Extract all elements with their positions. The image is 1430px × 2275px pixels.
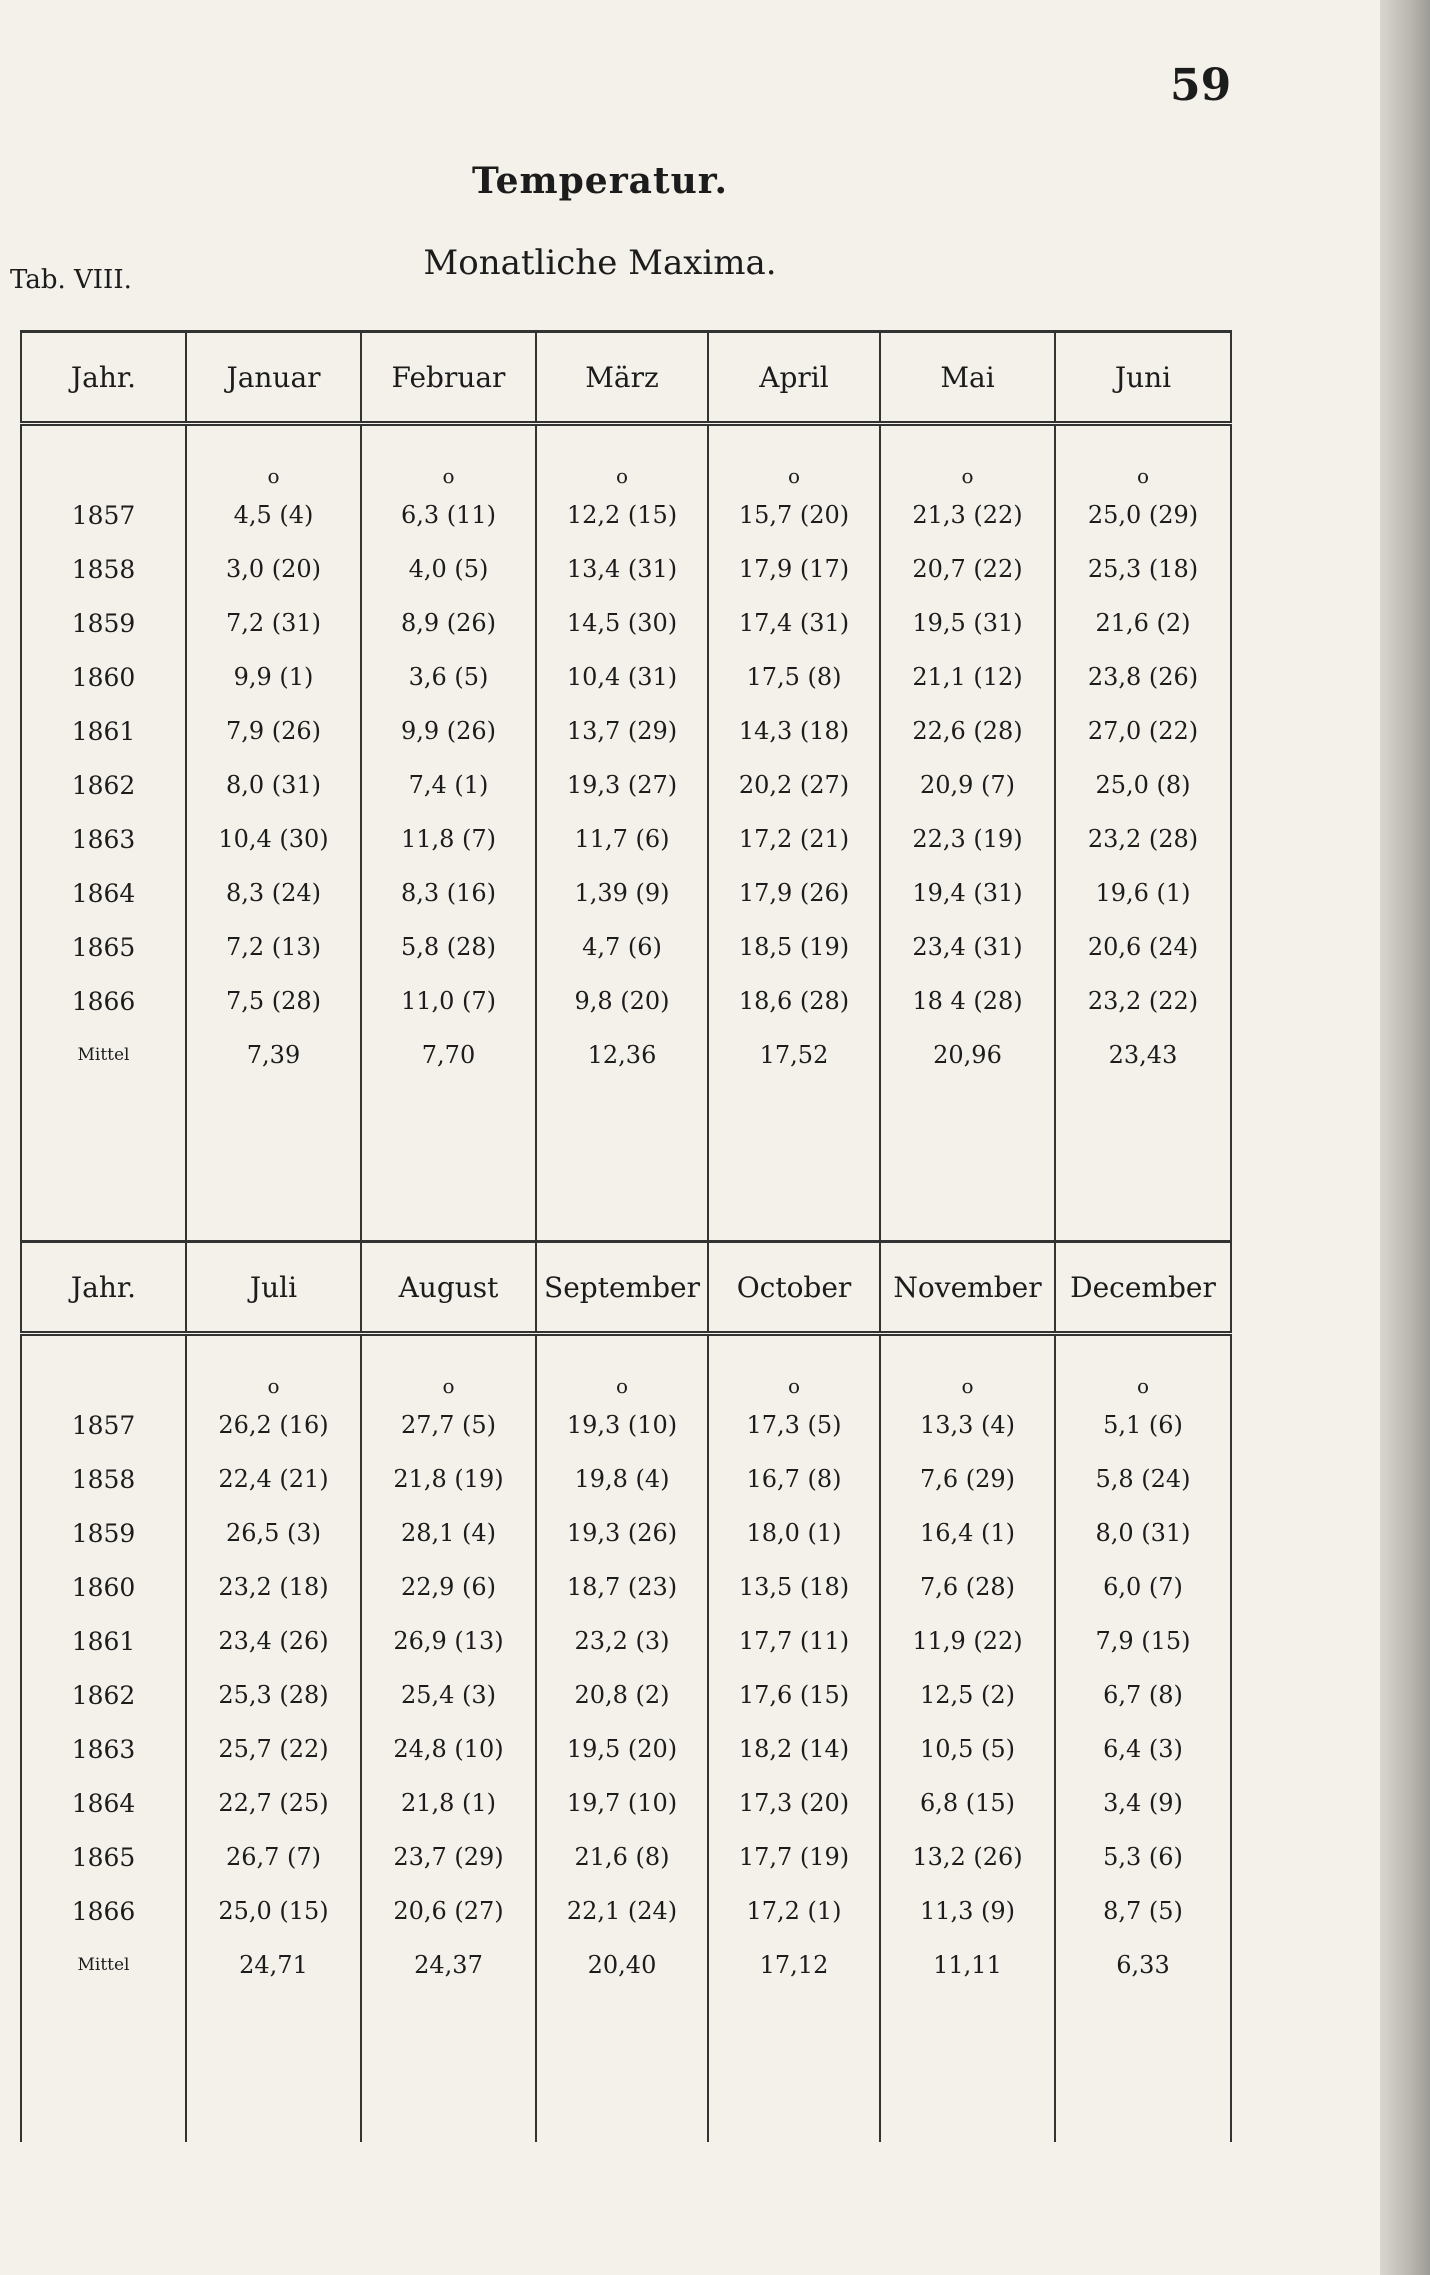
degree-symbol-row [21, 1334, 1231, 1399]
value-cell: 13,2 (26) [880, 1830, 1055, 1884]
value-cell: 25,3 (28) [186, 1668, 361, 1722]
value-cell: 16,7 (8) [708, 1452, 880, 1506]
value-cell: 17,9 (26) [708, 866, 880, 920]
value-cell: 16,4 (1) [880, 1506, 1055, 1560]
mean-cell: 20,96 [880, 1028, 1055, 1082]
value-cell: 10,5 (5) [880, 1722, 1055, 1776]
mean-cell: 20,40 [536, 1938, 708, 1992]
value-cell: 9,9 (1) [186, 650, 361, 704]
value-cell: 4,0 (5) [361, 542, 536, 596]
value-cell: 13,7 (29) [536, 704, 708, 758]
value-cell: 27,0 (22) [1055, 704, 1231, 758]
value-cell: 21,6 (2) [1055, 596, 1231, 650]
table-row [21, 1830, 1231, 1884]
value-cell: 19,5 (31) [880, 596, 1055, 650]
value-cell: 13,3 (4) [880, 1398, 1055, 1452]
year-cell: 1863 [21, 812, 186, 866]
table-row [21, 1452, 1231, 1506]
value-cell: 19,3 (27) [536, 758, 708, 812]
degree-symbol-row [21, 424, 1231, 489]
value-cell: 25,4 (3) [361, 1668, 536, 1722]
value-cell: 3,4 (9) [1055, 1776, 1231, 1830]
mean-cell: 7,70 [361, 1028, 536, 1082]
value-cell: 13,5 (18) [708, 1560, 880, 1614]
year-cell: 1866 [21, 1884, 186, 1938]
value-cell: 7,6 (29) [880, 1452, 1055, 1506]
value-cell: 23,2 (18) [186, 1560, 361, 1614]
table-row [21, 1506, 1231, 1560]
table-row [21, 488, 1231, 542]
degree-symbol: o [536, 1334, 708, 1399]
table-row [21, 1614, 1231, 1668]
value-cell: 20,7 (22) [880, 542, 1055, 596]
value-cell: 5,1 (6) [1055, 1398, 1231, 1452]
month-header-juni: Juni [1055, 332, 1231, 424]
year-cell: 1864 [21, 866, 186, 920]
table-row [21, 650, 1231, 704]
value-cell: 26,2 (16) [186, 1398, 361, 1452]
monthly-maxima-table-jul-dec [20, 1240, 1232, 2142]
table-row [21, 812, 1231, 866]
degree-symbol: o [880, 424, 1055, 489]
value-cell: 20,2 (27) [708, 758, 880, 812]
value-cell: 18 4 (28) [880, 974, 1055, 1028]
month-header-april: April [708, 332, 880, 424]
value-cell: 23,2 (3) [536, 1614, 708, 1668]
table-label: Tab. VIII. [10, 265, 132, 295]
table-row [21, 596, 1231, 650]
value-cell: 21,8 (19) [361, 1452, 536, 1506]
value-cell: 7,9 (26) [186, 704, 361, 758]
value-cell: 13,4 (31) [536, 542, 708, 596]
year-cell: 1863 [21, 1722, 186, 1776]
mean-cell: 24,37 [361, 1938, 536, 1992]
year-cell: 1864 [21, 1776, 186, 1830]
value-cell: 21,6 (8) [536, 1830, 708, 1884]
value-cell: 19,6 (1) [1055, 866, 1231, 920]
degree-symbol: o [186, 424, 361, 489]
table-row [21, 1884, 1231, 1938]
month-header-mai: Mai [880, 332, 1055, 424]
year-column-header: Jahr. [21, 332, 186, 424]
mean-cell: 17,12 [708, 1938, 880, 1992]
year-cell: 1865 [21, 920, 186, 974]
value-cell: 20,8 (2) [536, 1668, 708, 1722]
value-cell: 6,4 (3) [1055, 1722, 1231, 1776]
value-cell: 8,7 (5) [1055, 1884, 1231, 1938]
value-cell: 14,5 (30) [536, 596, 708, 650]
mean-cell: 23,43 [1055, 1028, 1231, 1082]
value-cell: 10,4 (31) [536, 650, 708, 704]
table-row [21, 542, 1231, 596]
value-cell: 17,7 (19) [708, 1830, 880, 1884]
mean-row [21, 1028, 1231, 1082]
month-header-januar: Januar [186, 332, 361, 424]
value-cell: 4,7 (6) [536, 920, 708, 974]
value-cell: 10,4 (30) [186, 812, 361, 866]
table-bottom-space [21, 1992, 1231, 2142]
value-cell: 23,2 (28) [1055, 812, 1231, 866]
value-cell: 22,3 (19) [880, 812, 1055, 866]
value-cell: 20,6 (24) [1055, 920, 1231, 974]
year-cell: 1858 [21, 1452, 186, 1506]
year-cell: 1861 [21, 1614, 186, 1668]
year-cell: 1865 [21, 1830, 186, 1884]
year-cell: 1860 [21, 650, 186, 704]
value-cell: 17,7 (11) [708, 1614, 880, 1668]
value-cell: 19,3 (26) [536, 1506, 708, 1560]
value-cell: 6,3 (11) [361, 488, 536, 542]
table-row [21, 1398, 1231, 1452]
mean-cell: 7,39 [186, 1028, 361, 1082]
value-cell: 21,1 (12) [880, 650, 1055, 704]
value-cell: 19,5 (20) [536, 1722, 708, 1776]
value-cell: 23,4 (31) [880, 920, 1055, 974]
value-cell: 1,39 (9) [536, 866, 708, 920]
table-row [21, 704, 1231, 758]
value-cell: 22,9 (6) [361, 1560, 536, 1614]
month-header-maerz: März [536, 332, 708, 424]
degree-symbol: o [880, 1334, 1055, 1399]
value-cell: 28,1 (4) [361, 1506, 536, 1560]
month-header-december: December [1055, 1242, 1231, 1334]
value-cell: 19,3 (10) [536, 1398, 708, 1452]
value-cell: 27,7 (5) [361, 1398, 536, 1452]
value-cell: 23,7 (29) [361, 1830, 536, 1884]
page-subtitle: Monatliche Maxima. [423, 243, 777, 283]
mean-cell: 12,36 [536, 1028, 708, 1082]
value-cell: 5,3 (6) [1055, 1830, 1231, 1884]
table-row [21, 920, 1231, 974]
month-header-februar: Februar [361, 332, 536, 424]
value-cell: 11,8 (7) [361, 812, 536, 866]
value-cell: 14,3 (18) [708, 704, 880, 758]
table-row [21, 974, 1231, 1028]
table-row [21, 1776, 1231, 1830]
year-cell: 1866 [21, 974, 186, 1028]
value-cell: 25,7 (22) [186, 1722, 361, 1776]
year-column-header: Jahr. [21, 1242, 186, 1334]
year-cell: 1858 [21, 542, 186, 596]
value-cell: 17,2 (1) [708, 1884, 880, 1938]
degree-symbol: o [361, 1334, 536, 1399]
value-cell: 11,0 (7) [361, 974, 536, 1028]
value-cell: 23,4 (26) [186, 1614, 361, 1668]
value-cell: 3,0 (20) [186, 542, 361, 596]
value-cell: 19,7 (10) [536, 1776, 708, 1830]
mean-cell: 11,11 [880, 1938, 1055, 1992]
value-cell: 22,1 (24) [536, 1884, 708, 1938]
value-cell: 4,5 (4) [186, 488, 361, 542]
value-cell: 22,7 (25) [186, 1776, 361, 1830]
value-cell: 5,8 (24) [1055, 1452, 1231, 1506]
value-cell: 26,9 (13) [361, 1614, 536, 1668]
month-header-august: August [361, 1242, 536, 1334]
value-cell: 17,2 (21) [708, 812, 880, 866]
mean-cell: 24,71 [186, 1938, 361, 1992]
table-row [21, 1560, 1231, 1614]
value-cell: 9,9 (26) [361, 704, 536, 758]
value-cell: 7,9 (15) [1055, 1614, 1231, 1668]
value-cell: 7,4 (1) [361, 758, 536, 812]
table-header-row [21, 1242, 1231, 1334]
value-cell: 24,8 (10) [361, 1722, 536, 1776]
value-cell: 8,3 (16) [361, 866, 536, 920]
value-cell: 7,2 (13) [186, 920, 361, 974]
page-edge [1380, 0, 1430, 2275]
value-cell: 8,0 (31) [186, 758, 361, 812]
value-cell: 17,5 (8) [708, 650, 880, 704]
year-cell: 1859 [21, 596, 186, 650]
value-cell: 8,0 (31) [1055, 1506, 1231, 1560]
value-cell: 17,3 (20) [708, 1776, 880, 1830]
table-row [21, 1722, 1231, 1776]
value-cell: 3,6 (5) [361, 650, 536, 704]
table-bottom-space [21, 1082, 1231, 1247]
month-header-september: September [536, 1242, 708, 1334]
value-cell: 6,8 (15) [880, 1776, 1055, 1830]
value-cell: 25,0 (8) [1055, 758, 1231, 812]
month-header-november: November [880, 1242, 1055, 1334]
value-cell: 26,5 (3) [186, 1506, 361, 1560]
value-cell: 19,4 (31) [880, 866, 1055, 920]
value-cell: 17,9 (17) [708, 542, 880, 596]
value-cell: 18,2 (14) [708, 1722, 880, 1776]
year-cell: 1859 [21, 1506, 186, 1560]
value-cell: 12,5 (2) [880, 1668, 1055, 1722]
month-header-october: October [708, 1242, 880, 1334]
page-number: 59 [1170, 60, 1232, 111]
value-cell: 9,8 (20) [536, 974, 708, 1028]
value-cell: 18,7 (23) [536, 1560, 708, 1614]
degree-symbol: o [1055, 1334, 1231, 1399]
year-cell: 1857 [21, 488, 186, 542]
degree-symbol: o [1055, 424, 1231, 489]
value-cell: 17,4 (31) [708, 596, 880, 650]
value-cell: 23,2 (22) [1055, 974, 1231, 1028]
value-cell: 5,8 (28) [361, 920, 536, 974]
page-title: Temperatur. [471, 160, 729, 202]
value-cell: 17,6 (15) [708, 1668, 880, 1722]
mean-cell: 6,33 [1055, 1938, 1231, 1992]
value-cell: 19,8 (4) [536, 1452, 708, 1506]
value-cell: 7,6 (28) [880, 1560, 1055, 1614]
value-cell: 12,2 (15) [536, 488, 708, 542]
degree-cell-empty [21, 424, 186, 489]
value-cell: 18,5 (19) [708, 920, 880, 974]
year-cell: 1857 [21, 1398, 186, 1452]
year-cell: 1862 [21, 1668, 186, 1722]
value-cell: 7,5 (28) [186, 974, 361, 1028]
value-cell: 22,4 (21) [186, 1452, 361, 1506]
value-cell: 22,6 (28) [880, 704, 1055, 758]
value-cell: 8,9 (26) [361, 596, 536, 650]
degree-symbol: o [536, 424, 708, 489]
degree-symbol: o [186, 1334, 361, 1399]
value-cell: 11,9 (22) [880, 1614, 1055, 1668]
value-cell: 18,6 (28) [708, 974, 880, 1028]
monthly-maxima-table-jan-jun [20, 330, 1232, 1247]
degree-symbol: o [361, 424, 536, 489]
value-cell: 7,2 (31) [186, 596, 361, 650]
value-cell: 25,3 (18) [1055, 542, 1231, 596]
value-cell: 21,3 (22) [880, 488, 1055, 542]
value-cell: 21,8 (1) [361, 1776, 536, 1830]
value-cell: 15,7 (20) [708, 488, 880, 542]
table-row [21, 1668, 1231, 1722]
mean-cell: 17,52 [708, 1028, 880, 1082]
value-cell: 11,7 (6) [536, 812, 708, 866]
month-header-juli: Juli [186, 1242, 361, 1334]
table-row [21, 758, 1231, 812]
value-cell: 25,0 (29) [1055, 488, 1231, 542]
value-cell: 20,6 (27) [361, 1884, 536, 1938]
value-cell: 23,8 (26) [1055, 650, 1231, 704]
degree-cell-empty [21, 1334, 186, 1399]
year-cell: 1860 [21, 1560, 186, 1614]
year-cell: 1861 [21, 704, 186, 758]
value-cell: 17,3 (5) [708, 1398, 880, 1452]
value-cell: 6,0 (7) [1055, 1560, 1231, 1614]
table-header-row [21, 332, 1231, 424]
degree-symbol: o [708, 424, 880, 489]
degree-symbol: o [708, 1334, 880, 1399]
mean-row [21, 1938, 1231, 1992]
value-cell: 8,3 (24) [186, 866, 361, 920]
year-cell: 1862 [21, 758, 186, 812]
mean-label: Mittel [21, 1028, 186, 1082]
value-cell: 11,3 (9) [880, 1884, 1055, 1938]
value-cell: 6,7 (8) [1055, 1668, 1231, 1722]
value-cell: 26,7 (7) [186, 1830, 361, 1884]
mean-label: Mittel [21, 1938, 186, 1992]
value-cell: 20,9 (7) [880, 758, 1055, 812]
value-cell: 18,0 (1) [708, 1506, 880, 1560]
value-cell: 25,0 (15) [186, 1884, 361, 1938]
table-row [21, 866, 1231, 920]
